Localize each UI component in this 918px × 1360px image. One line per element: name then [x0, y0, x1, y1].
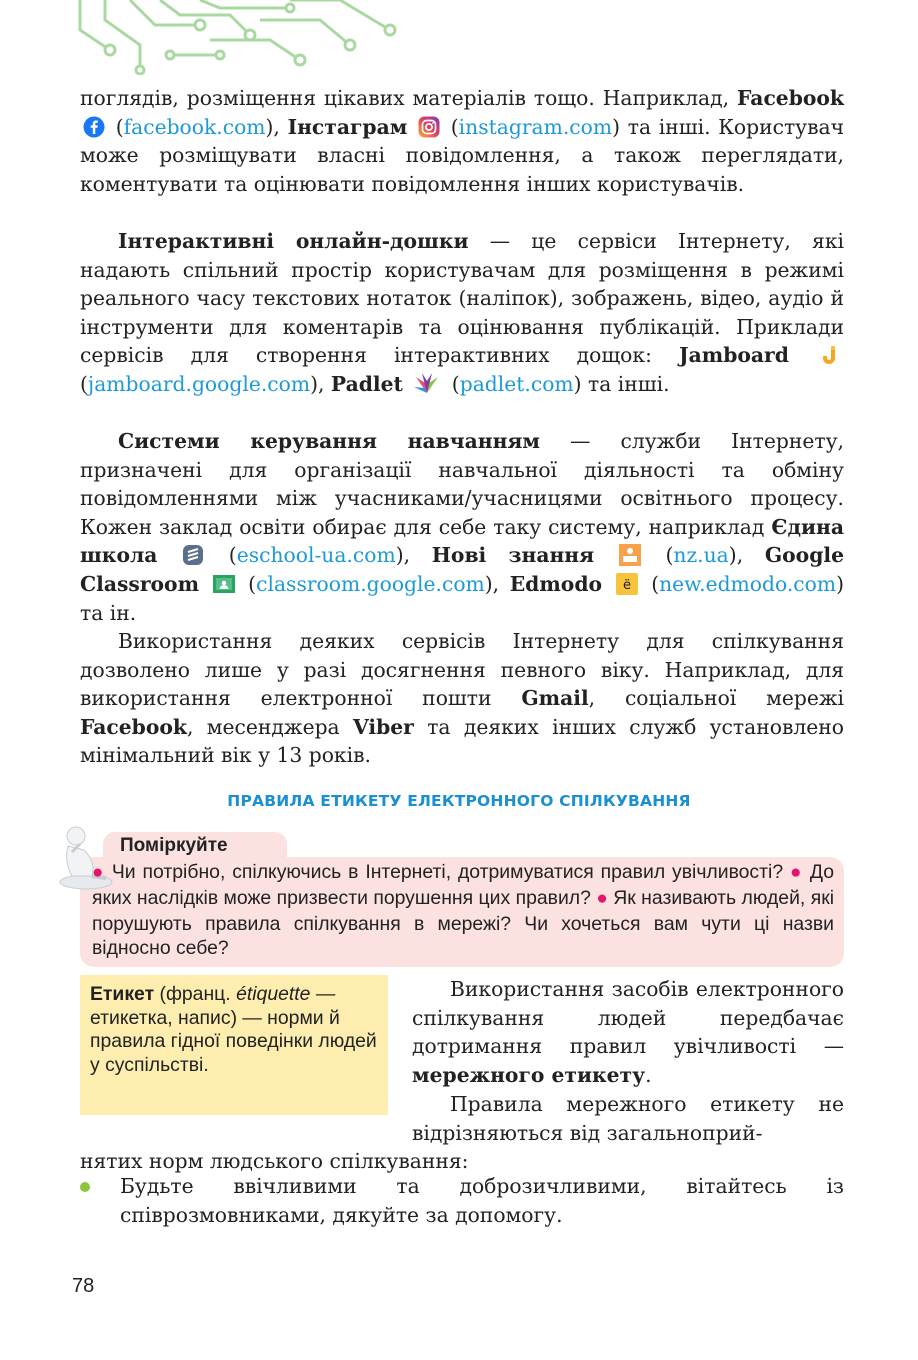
definition-text — [90, 983, 380, 1077]
edmodo-icon — [616, 573, 638, 595]
paragraph-text: нятих норм людського спілкування: — [80, 1149, 469, 1173]
definition-part: (франц. — [159, 983, 231, 1005]
paragraph-text: та деяких інших служб установлено мінімальний вік у 13 років. — [80, 714, 844, 768]
facebook-name: Facebook — [80, 714, 187, 739]
padlet-icon — [412, 373, 442, 395]
instagram-icon — [418, 116, 440, 138]
paragraph-netiquette — [412, 975, 844, 1089]
think-box-label: Поміркуйте — [120, 835, 228, 856]
nz-name: Нові знання — [431, 543, 595, 568]
paragraph-social-networks: поглядів, розміщення цікавих матеріалів тощо. Наприклад, Facebook (facebook.com), Інстаграм (instagram.com) та інші. Користувач може розміщувати власні повідомлення, а також переглядати, коментувати та оцінювати повідомлення інших користувачів. — [80, 86, 845, 196]
facebook-icon — [83, 116, 105, 138]
nz-link[interactable]: nz.ua — [673, 543, 729, 568]
instagram-name: Інстаграм — [287, 114, 408, 139]
google-classroom-icon — [213, 573, 235, 595]
paragraph-text: , месенджера — [186, 714, 340, 739]
definition-part: — етикетка, напис) — норми й правила гідної поведінки людей у суспільстві. — [90, 983, 377, 1076]
term-netiquette: мережного етикету — [412, 1062, 646, 1087]
think-question: Як називають людей, які порушують правила спілкування в мережі? Чи хочеться вам чути ці назви відносно себе? — [92, 886, 835, 960]
viber-name: Viber — [353, 714, 414, 739]
jamboard-name: Jamboard — [679, 343, 789, 368]
paragraph-rules-intro — [412, 1090, 844, 1147]
eschool-link[interactable]: eschool-ua.com — [236, 543, 396, 568]
svg-text:ë: ë — [622, 577, 631, 593]
paragraph-text: — служби Інтернету, призначені для організації навчальної діяльності та обміну повідомленнями між учасниками/учасницями освітнього процесу. Кожен заклад освіти обирає для себе таку систему, наприклад — [80, 429, 845, 539]
bullet-dot-icon — [80, 1182, 90, 1192]
list-item-text: Будьте ввічливими та доброзичливими, вітайтесь із співрозмовниками, дякуйте за допомогу. — [120, 1174, 844, 1227]
nz-icon — [619, 544, 641, 566]
paragraph-text: та ін. — [80, 600, 137, 625]
paragraph-online-boards: Інтерактивні онлайн-дошки — це сервіси Інтернету, які надають спільний простір користувачам для розміщення в режимі реального часу текстових нотаток (наліпок), зображень, відео, аудіо й інструменти для коментарів та оцінювання публікацій. Приклади сервісів для створення інтерактивних дощок: Jamboard (jamboard.google.com), Padlet (padlet.com) та інші. — [80, 229, 844, 396]
think-question: Чи потрібно, спілкуючись в Інтернеті, дотримуватися правил увічливості? — [111, 861, 784, 883]
padlet-name: Padlet — [330, 371, 403, 396]
circuit-decoration — [60, 0, 420, 75]
jamboard-link[interactable]: jamboard.google.com — [87, 371, 311, 396]
paragraph-text: Правила мережного етикету не відрізняються від загальноприй- — [412, 1092, 844, 1145]
google-classroom-name: Google Classroom — [80, 543, 844, 596]
edmodo-link[interactable]: new.edmodo.com — [659, 571, 837, 596]
edmodo-name: Edmodo — [509, 571, 603, 596]
paragraph-text: — це сервіси Інтернету, які надають спільний простір користувачам для розміщення в режимі реального часу текстових нотаток (наліпок), зображень, відео, аудіо й інструменти для коментарів та оцінювання публікацій. Приклади сервісів для створення інтерактивних дощок: — [80, 229, 844, 368]
paragraph-text: . — [645, 1062, 652, 1087]
term-online-boards: Інтерактивні онлайн-дошки — [118, 229, 469, 253]
definition-term: Етикет — [90, 983, 155, 1005]
eschool-name: Єдина школа — [80, 514, 845, 568]
definition-original-word: étiquette — [236, 983, 311, 1005]
page-number: 78 — [72, 1275, 95, 1297]
bullet-dot-icon: ● — [596, 887, 608, 909]
padlet-link[interactable]: padlet.com — [459, 371, 574, 396]
instagram-link[interactable]: instagram.com — [458, 114, 613, 139]
paragraph-text: , соціальної мережі — [588, 686, 844, 711]
paragraph-text: поглядів, розміщення цікавих матеріалів тощо. Наприклад, — [80, 86, 730, 110]
paragraph-text: Використання деяких сервісів Інтернету для спілкування дозволено лише у разі досягнення певного віку. Наприклад, для використання електронної пошти — [80, 629, 844, 711]
facebook-name: Facebook — [737, 86, 844, 110]
bullet-dot-icon: ● — [790, 862, 803, 883]
paragraph-lms: Системи керування навчанням — служби Інтернету, призначені для організації навчальної діяльності та обміну повідомленнями між учасниками/учасницями освітнього процесу. Кожен заклад освіти обирає для себе таку систему, наприклад Єдина школа (eschool-ua.com), Нові знання (nz.ua), Google Classroom (classroom.google.com), Edmodo ë (new.edmodo.com) та ін. — [80, 429, 845, 625]
jamboard-icon — [819, 344, 841, 366]
eschool-icon — [182, 544, 204, 566]
paragraph-text: Використання засобів електронного спілкування людей передбачає дотримання правил увічливості — — [412, 977, 844, 1059]
bullet-dot-icon: ● — [92, 862, 105, 883]
term-lms: Системи керування навчанням — [118, 429, 541, 453]
gmail-name: Gmail — [521, 686, 589, 711]
think-box-questions — [92, 860, 834, 961]
google-classroom-link[interactable]: classroom.google.com — [256, 571, 485, 596]
facebook-link[interactable]: facebook.com — [123, 114, 266, 139]
paragraph-text: та інші. Користувач може розміщувати власні повідомлення, а також переглядати, коментувати та оцінювати повідомлення інших користувачів. — [80, 114, 845, 196]
paragraph-text: та інші. — [588, 371, 670, 396]
section-heading: ПРАВИЛА ЕТИКЕТУ ЕЛЕКТРОННОГО СПІЛКУВАННЯ — [227, 792, 691, 810]
paragraph-age-limits — [80, 627, 844, 770]
think-question: До яких наслідків може призвести порушення цих правил? — [92, 861, 835, 909]
